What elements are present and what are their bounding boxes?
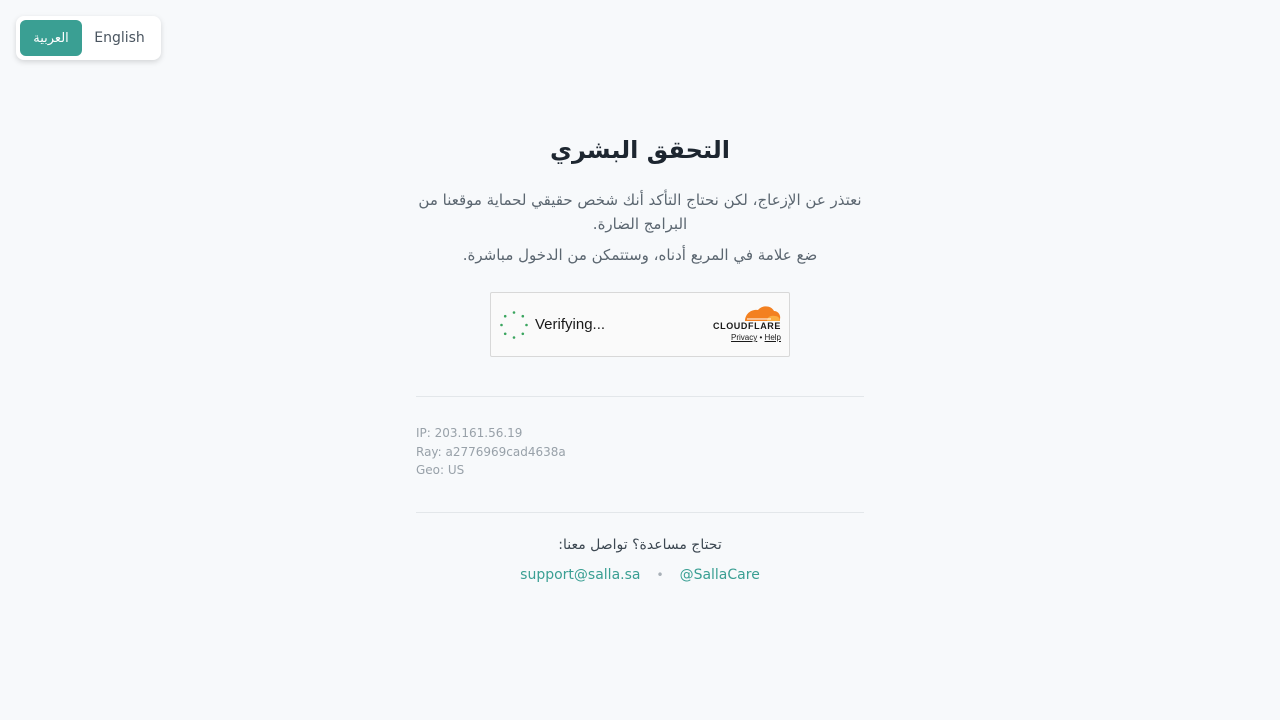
link-separator: •: [759, 333, 763, 342]
help-link[interactable]: Help: [764, 333, 781, 342]
divider: [416, 512, 864, 513]
ray-id: Ray: a2776969cad4638a: [416, 444, 566, 459]
cloudflare-wordmark: CLOUDFLARE: [713, 321, 781, 331]
instruction-text: ضع علامة في المربع أدناه، وستتمكن من الدخول مباشرة.: [462, 246, 818, 264]
ip-address: IP: 203.161.56.19: [416, 426, 523, 440]
verification-panel: [416, 130, 864, 583]
english-language-button[interactable]: English: [94, 30, 145, 46]
geo-location: Geo: US: [416, 463, 465, 477]
privacy-link[interactable]: Privacy: [731, 333, 758, 342]
twitter-handle-link[interactable]: @SallaCare: [679, 566, 760, 583]
contact-links: [416, 567, 864, 583]
description-text: نعتذر عن الإزعاج، لكن نحتاج التأكد أنك شخص حقيقي لحماية موقعنا من البرامج الضارة.: [418, 191, 862, 233]
cloudflare-links: [731, 333, 781, 342]
support-email-link[interactable]: support@salla.sa: [520, 566, 641, 583]
verifying-status: Verifying...: [535, 316, 606, 333]
arabic-language-button[interactable]: العربية: [20, 20, 82, 56]
loading-spinner-icon: [499, 310, 529, 340]
divider: [416, 396, 864, 397]
connection-info: [416, 424, 864, 480]
turnstile-widget[interactable]: [490, 292, 790, 357]
contact-separator: •: [656, 567, 664, 582]
help-prompt: تحتاج مساعدة؟ تواصل معنا:: [558, 536, 722, 553]
page-title: التحقق البشري: [550, 136, 730, 164]
language-switch: [16, 16, 161, 60]
